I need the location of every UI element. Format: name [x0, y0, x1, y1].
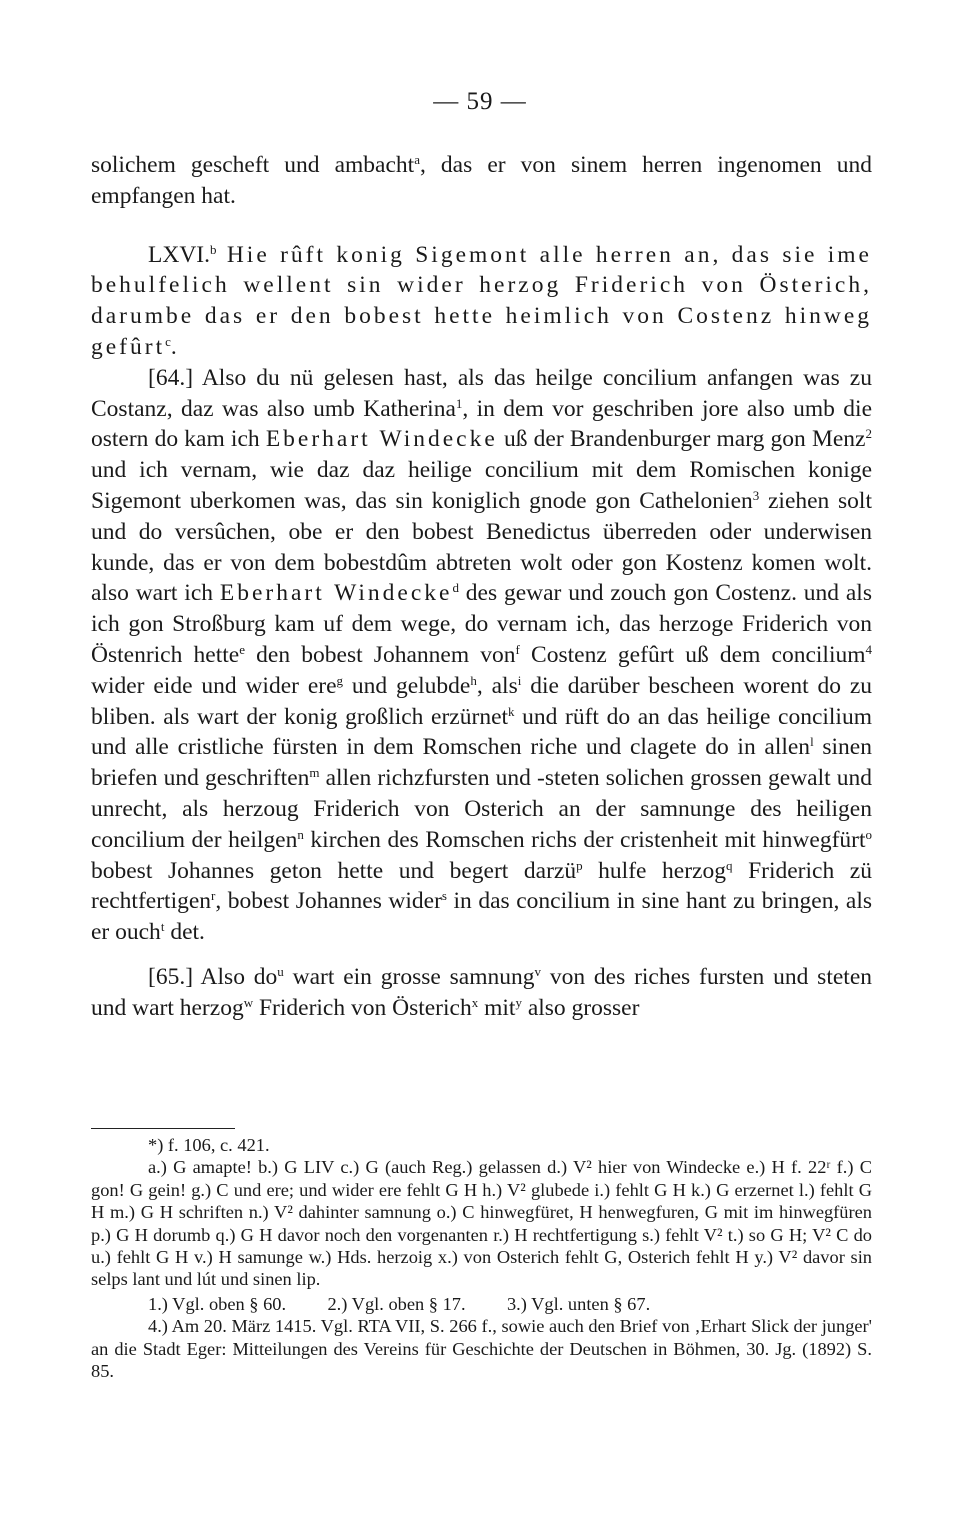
text-run: und rüft do an das heilige concilium und alle cristliche fürsten in dem Romschen riche und clagete do in allen — [91, 703, 872, 761]
chapter-heading-text: Hie rûft konig Sigemont alle herren an, das sie ime behulfelich wellent sin wider herzog Friderich von Österich, darumbe das er den bobest hette heimlich von Costenz hinweg gefûrt — [91, 241, 872, 360]
text-run: Costenz gefûrt uß dem concilium — [519, 641, 866, 668]
footnote-4: 4.) Am 20. März 1415. Vgl. RTA VII, S. 266 f., sowie auch den Brief von ‚Erhart Slick der junger' an die Stadt Eger: Mitteilungen des Vereins für Geschichte der Deutschen in Böhmen, 30. Jg. (1892) S. 85. — [91, 1316, 872, 1382]
footnote-marker: k — [508, 703, 515, 719]
text-run: und ich vernam, wie daz daz heilige concilium mit dem Romischen konige Sigemont uberkomen was, das sin koniglich gnode gon Cathelonien — [91, 457, 872, 514]
footnote-marker: a — [414, 152, 420, 167]
text-run: [64.] Also du nü gelesen hast, als das heilge concilium anfangen was zu Costanz, daz was also umb Katherina — [91, 364, 872, 422]
text-run: . — [170, 333, 177, 360]
footnotes — [91, 1134, 872, 1382]
text-run: , als — [476, 672, 518, 699]
text-run: hulfe herzog — [582, 857, 726, 884]
text-run: des gewar und zouch gon Costenz. und als ich gon Stroßburg kam uf dem wege, do vernam ich, das herzoge Friderich von Östenrich hette — [91, 580, 872, 668]
paragraph-continuation — [91, 150, 872, 212]
chapter-number: LXVI. — [148, 241, 210, 268]
text-run: Friderich zü rechtfertigen — [91, 857, 872, 915]
text-run: bobest Johannes geton hette und begert darzü — [91, 857, 577, 884]
footnote-divider — [91, 1128, 235, 1129]
footnote-marker: w — [243, 994, 254, 1010]
paragraph-65 — [91, 962, 872, 1024]
footnote-marker: x — [471, 994, 479, 1010]
text-run: det. — [164, 919, 205, 946]
footnote-marker: c — [165, 333, 171, 349]
footnote-marker: p — [576, 857, 583, 873]
text-run: also grosser — [521, 994, 640, 1021]
footnote-marker: u — [277, 963, 284, 979]
footnote-folio: *) f. 106, c. 421. — [148, 1135, 270, 1155]
footnote-marker: 4 — [865, 641, 873, 657]
footnote-marker: n — [297, 826, 304, 842]
footnote-marker: 3 — [752, 487, 760, 503]
footnote-marker: y — [515, 994, 522, 1010]
text-run: in das concilium in sine hant zu bringen, als er ouch — [91, 888, 873, 946]
page-number: — 59 — — [433, 88, 527, 115]
footnote-2: 2.) Vgl. oben § 17. — [327, 1293, 466, 1314]
text-run: [65.] Also do — [148, 963, 278, 990]
text-run: , das er von sinem herren ingenomen und empfangen hat. — [91, 152, 872, 209]
text-run: wider eide und wider ere — [91, 672, 337, 699]
footnote-marker: h — [470, 672, 477, 688]
text-run: solichem gescheft und ambacht — [91, 152, 415, 178]
text-run: allen richzfursten und -steten solichen grossen gewalt und unrecht, als herzoug Friderich von Osterich an der samnunge des heiligen concilium der heilgen — [91, 765, 873, 853]
text-run: ziehen solt und do versûchen, obe er den bobest Benedictus überreden oder underwisen kunde, das er von dem bobestdûm abtreten wolt oder gon Kostenz komen wolt. also wart ich — [91, 487, 872, 607]
text-run: mit — [478, 994, 516, 1021]
footnote-references — [91, 1293, 872, 1315]
footnote-marker: m — [309, 765, 320, 781]
footnote-marker: f — [515, 641, 520, 657]
text-run: Friderich von Österich — [253, 994, 472, 1021]
footnote-marker: l — [810, 734, 814, 750]
author-name: Eberhart Windecke — [265, 426, 498, 453]
footnote-marker: o — [865, 826, 873, 842]
footnote-marker: e — [239, 641, 245, 657]
footnote-marker: s — [441, 888, 447, 904]
footnote-marker: b — [210, 241, 217, 257]
footnote-3: 3.) Vgl. unten § 67. — [506, 1293, 651, 1314]
chapter-heading — [91, 240, 872, 363]
footnote-marker: i — [517, 672, 522, 688]
text-run: uß der Brandenburger marg gon Menz — [497, 426, 866, 453]
text-run: sinen briefen und geschriften — [91, 734, 872, 792]
footnote-marker: q — [725, 857, 733, 873]
text-run: wart ein grosse samnung — [283, 963, 535, 990]
footnote-marker: v — [534, 963, 541, 979]
footnote-variants: a.) G amapte! b.) G LIV c.) G (auch Reg.) gelassen d.) V² hier von Windecke e.) H f. 22ʳ f.) C gon! G gein! g.) C und ere; und wider ere fehlt G H h.) V² glubede i.) fehlt G H k.) G erzernet l.) fehlt G H m.) G H schriften n.) V² dahinter samnung o.) C hinwegfüret, H henwegfuren, G mit im hinwegfüren p.) G H dorumb q.) G H davor noch den vorgenanten r.) H rechtfertigung s.) fehlt V² t.) so G H; V² C do u.) fehlt G H v.) H samunge w.) Hds. herzoig x.) von Osterich fehlt G, Osterich fehlt H y.) V² davor sin selps lant und lút und sinen lip. — [91, 1157, 872, 1290]
text-run: , in dem vor geschriben jore also umb die ostern do kam ich — [91, 395, 873, 453]
author-name: Eberhart Windecke — [219, 580, 453, 607]
text-run: kirchen des Romschen richs der cristenheit mit hinwegfürt — [303, 826, 866, 853]
text-run: , bobest Johannes wider — [215, 888, 442, 915]
footnote-1: 1.) Vgl. oben § 60. — [148, 1293, 287, 1314]
footnote-marker: r — [211, 888, 216, 904]
footnote-marker: 2 — [865, 426, 872, 442]
footnote-marker: t — [160, 919, 165, 935]
text-run: und gelubde — [343, 672, 471, 699]
text-run: den bobest Johannem von — [245, 641, 516, 668]
footnote-marker: d — [452, 580, 459, 596]
footnote-marker: 1 — [455, 395, 463, 411]
main-text — [91, 150, 872, 1024]
text-run: die darüber bescheen worent do zu bliben. als wart der konig großlich erzürnet — [91, 672, 873, 730]
text-run: von des riches fursten und steten und wart herzog — [91, 963, 872, 1021]
footnote-marker: g — [336, 672, 344, 688]
paragraph-64 — [91, 363, 872, 948]
